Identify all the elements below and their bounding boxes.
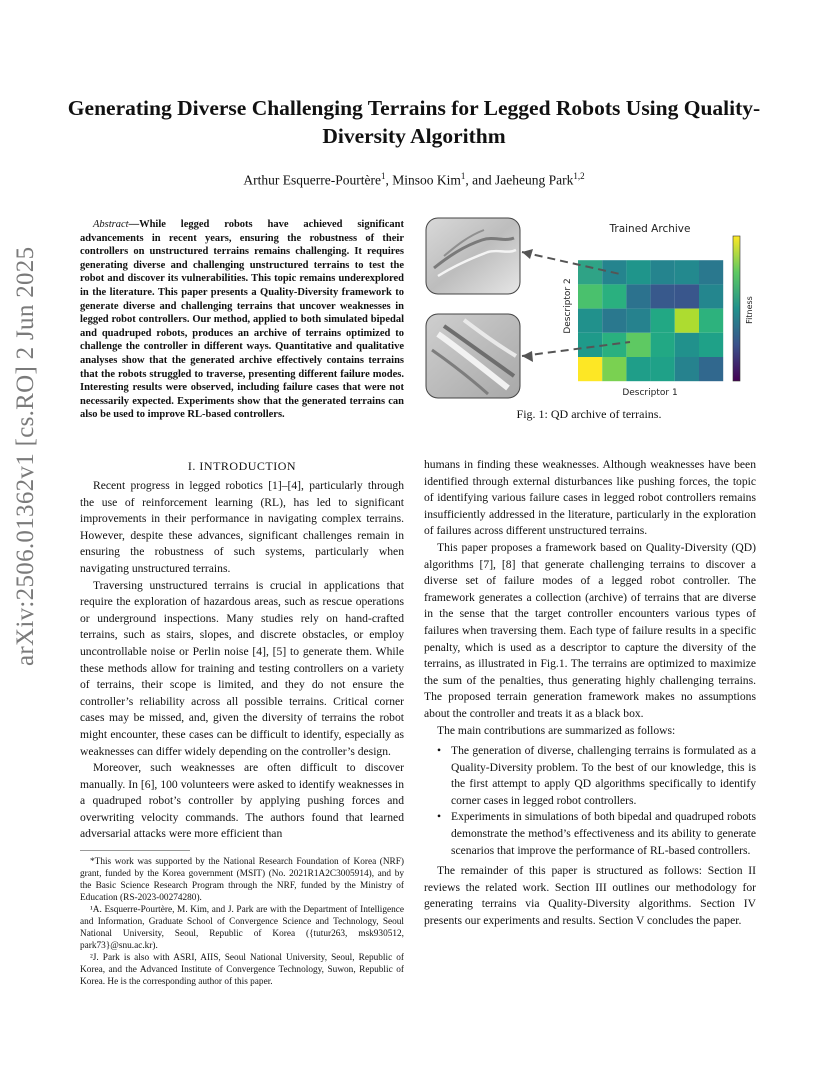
author-name: Jaeheung Park [494, 172, 574, 188]
archive-cell [651, 284, 675, 308]
archive-cell [626, 309, 650, 333]
author-list [60, 171, 768, 189]
colorbar-label: Fitness [745, 296, 754, 324]
archive-cell [651, 333, 675, 357]
list-item: • Experiments in simulations of both bipedal and quadruped robots demonstrate the method’s effectiveness and its ability to generate scenarios that improve the performance of RL-based controllers. [451, 809, 756, 859]
footnote-rule [80, 850, 190, 851]
archive-heatmap [578, 236, 723, 381]
section-heading-introduction: I. INTRODUCTION [187, 459, 297, 473]
archive-cell [699, 333, 723, 357]
archive-cell [699, 284, 723, 308]
archive-cell [675, 333, 699, 357]
left-column-body [80, 478, 404, 843]
archive-cell [602, 309, 626, 333]
archive-cell [675, 284, 699, 308]
archive-cell [578, 333, 602, 357]
archive-cell [626, 284, 650, 308]
figure-qd-archive [424, 216, 754, 402]
author-affiliation-mark: 1 [460, 171, 466, 181]
abstract [80, 218, 404, 422]
archive-cell [675, 309, 699, 333]
archive-cell [651, 309, 675, 333]
paragraph: Moreover, such weaknesses are often difficult to discover manually. In [6], 100 volunteers were asked to identify weaknesses in a quadruped robot’s controller by applying pushing forces and overwriting velocity commands. The authors found that learned adversarial attacks were more efficient than [80, 761, 404, 841]
archive-cell [675, 236, 699, 260]
contribution-list [424, 743, 756, 859]
archive-cell [675, 357, 699, 381]
paragraph: Recent progress in legged robotics [1]–[4], particularly through the use of reinforcement learning (RL), has led to significant improvements in their performance in navigating complex terrains. However, despite these advances, significant challenges remain in ensuring the robustness of such systems, particularly when navigating unstructured terrains. [80, 479, 404, 575]
colorbar [733, 236, 740, 381]
right-column-body [424, 457, 756, 930]
list-item: • The generation of diverse, challenging terrains is formulated as a Quality-Diversity problem. To the best of our knowledge, this is the first attempt to apply QD algorithms specifically to identify corner cases in legged robot controllers. [451, 743, 756, 809]
archive-cell [602, 284, 626, 308]
archive-cell [626, 357, 650, 381]
archive-cell [626, 333, 650, 357]
archive-cell [602, 236, 626, 260]
archive-cell [626, 260, 650, 284]
terrain-thumbnail-1 [426, 218, 520, 294]
author-separator: , and [465, 172, 495, 188]
archive-cell [699, 236, 723, 260]
archive-cell [699, 309, 723, 333]
author-affiliation-mark: 1,2 [573, 171, 585, 181]
archive-cell [578, 284, 602, 308]
figure-caption: Fig. 1: QD archive of terrains. [516, 407, 662, 421]
footnotes [80, 856, 404, 988]
archive-cell [651, 236, 675, 260]
author-name: Arthur Esquerre-Pourtère [243, 172, 381, 188]
archive-cell [578, 357, 602, 381]
paragraph: humans in finding these weaknesses. Although weaknesses have been identified through external disturbances like pushing forces, the topic of identifying various failure cases in legged robot controllers remains insufficiently addressed in the literature, particularly in the exploration of failures across different unstructured terrains. [424, 458, 756, 538]
arxiv-stamp: arXiv:2506.01362v1 [cs.RO] 2 Jun 2025 [12, 246, 39, 666]
archive-cell [651, 260, 675, 284]
footnote-affiliation-2: ²J. Park is also with ASRI, AIIS, Seoul National University, Seoul, Republic of Korea, and the Advanced Institute of Convergence Technology, Suwon, Republic of Korea. He is the corresponding author of this paper. [80, 953, 404, 987]
paragraph: This paper proposes a framework based on Quality-Diversity (QD) algorithms [7], [8] that generate challenging terrains to discover a diverse set of failure modes of a legged robot controller. The framework generates a collection (archive) of terrains that are diverse in the sense that the target controller encounters various types of failures when traversing them. Each type of failure results in a specific penalty, which is used as a descriptor to capture the diversity of the terrains, as illustrated in Fig.1. The terrains are optimized to maximize the sum of the penalties, thus generating highly challenging terrains. The proposed terrain generation framework makes no assumptions about the controller and treats it as a black box. [424, 540, 756, 720]
footnote-funding: *This work was supported by the National Research Foundation of Korea (NRF) grant, funded by the Korea government (MSIT) (No. 2021R1A2C3005914), and by the Basic Science Research Program through the NRF, funded by the Ministry of Education (RS-2023-00274280). [80, 857, 404, 903]
author-name: Minsoo Kim [392, 172, 461, 188]
terrain-thumbnail-2 [426, 314, 520, 398]
archive-cell [699, 357, 723, 381]
archive-cell [602, 357, 626, 381]
archive-cell [578, 260, 602, 284]
abstract-label: Abstract [93, 219, 129, 230]
footnote-affiliation-1: ¹A. Esquerre-Pourtère, M. Kim, and J. Park are with the Department of Intelligence and Information, Graduate School of Convergence Science and Technology, Seoul National University, Seoul, Republic of Korea ({tutur263, msk930512, park73}@snu.ac.kr). [80, 905, 404, 951]
x-axis-label: Descriptor 1 [622, 388, 678, 398]
abstract-text: —While legged robots have achieved significant advancements in recent years, ensuring the robustness of their controllers on unstructured terrains remains challenging. It requires generating diverse and challenging unstructured terrains to test the robot and discover its vulnerabilities. This topic remains underexplored in the literature. This paper presents a Quality-Diversity framework to generate diverse and challenging terrains that uncover weaknesses in legged robot controllers. Our method, applied to both simulated bipedal and quadruped robots, produces an archive of terrains optimized to challenge the controller in different ways. Quantitative and qualitative analyses show that the generated archive effectively contains terrains that the robots struggled to traverse, presenting different failure modes. Interesting results were observed, including failure cases that were not necessarily expected. Experiments show that the generated terrains can also be used to improve RL-based controllers. [80, 219, 404, 421]
paragraph: Traversing unstructured terrains is crucial in applications that require the exploration of hazardous areas, such as rescue operations or underground inspections. Many studies rely on hand-crafted terrains, such as stairs, slopes, and discrete obstacles, or employ uncontrollable noise or Perlin noise [4], [5] to generate them. While these methods allow for training and testing controllers on a variety of terrains, their scope is limited, and they do not ensure the controller’s reliability across all possible terrains. Critical corner cases may be missed, and, given the diversity of terrains the robot might encounter, these cases can be difficult to identify, especially as weaknesses can differ widely depending on the controller’s design. [80, 578, 404, 758]
author-affiliation-mark: 1 [380, 171, 386, 181]
archive-title: Trained Archive [609, 223, 691, 235]
archive-cell [651, 357, 675, 381]
archive-cell [699, 260, 723, 284]
author-separator: , [385, 172, 393, 188]
paragraph: The main contributions are summarized as follows: [437, 723, 676, 737]
paragraph: The remainder of this paper is structured as follows: Section II reviews the related work. Section III outlines our methodology for generating terrains via Quality-Diversity algorithms. Section IV presents our experiments and results. Section V concludes the paper. [424, 864, 756, 928]
y-axis-label: Descriptor 2 [563, 278, 573, 334]
archive-cell [578, 309, 602, 333]
archive-cell [578, 236, 602, 260]
archive-cell [626, 236, 650, 260]
archive-cell [675, 260, 699, 284]
paper-title: Generating Diverse Challenging Terrains for Legged Robots Using Quality-Diversity Algorithm [67, 96, 761, 148]
